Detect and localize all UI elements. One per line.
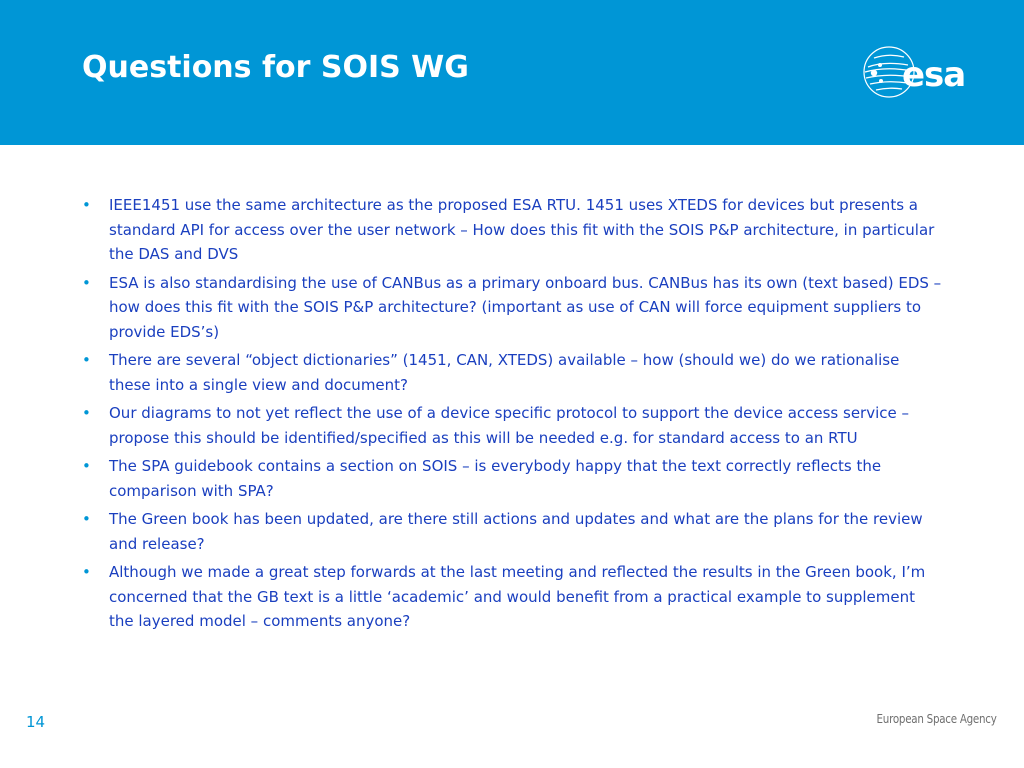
page-number: 14 xyxy=(26,713,46,731)
bullet-text: The Green book has been updated, are there still actions and updates and what are the plans for the review and release? xyxy=(109,510,923,553)
bullet-item xyxy=(82,193,942,267)
bullet-icon: • xyxy=(82,457,91,475)
bullet-item xyxy=(82,454,942,503)
bullet-item xyxy=(82,348,942,397)
header-bar xyxy=(0,0,1024,145)
esa-logo xyxy=(862,44,1002,104)
bullet-icon: • xyxy=(82,196,91,214)
bullet-text: Our diagrams to not yet reflect the use of a device specific protocol to support the device access service – propose this should be identified/specified as this will be needed e.g. for standard access to an RTU xyxy=(109,404,910,447)
bullet-list xyxy=(82,193,942,634)
footer-agency-name: European Space Agency xyxy=(876,712,997,726)
bullet-text: Although we made a great step forwards at the last meeting and reflected the results in the Green book, I’m concerned that the GB text is a little ‘academic’ and would benefit from a practical example to supplement the layered model – comments anyone? xyxy=(109,563,926,630)
bullet-icon: • xyxy=(82,510,91,528)
bullet-icon: • xyxy=(82,273,91,292)
bullet-item xyxy=(82,401,942,450)
slide-title: Questions for SOIS WG xyxy=(82,50,469,85)
bullet-text: IEEE1451 use the same architecture as the proposed ESA RTU. 1451 uses XTEDS for devices but presents a standard API for access over the user network – How does this fit with the SOIS P&P architecture, in particular the DAS and DVS xyxy=(109,196,935,263)
content-area xyxy=(82,193,942,638)
bullet-icon: • xyxy=(82,404,91,422)
bullet-text: ESA is also standardising the use of CANBus as a primary onboard bus. CANBus has its own (text based) EDS – how does this fit with the SOIS P&P architecture? (important as use of CAN will force equipment suppliers to provide EDS’s) xyxy=(109,273,942,341)
bullet-icon: • xyxy=(82,563,91,581)
bullet-item xyxy=(82,560,942,634)
bullet-icon: • xyxy=(82,351,91,369)
esa-logo-text: esa xyxy=(902,55,966,95)
bullet-text: The SPA guidebook contains a section on SOIS – is everybody happy that the text correctly reflects the comparison with SPA? xyxy=(109,457,882,500)
bullet-item xyxy=(82,271,942,345)
bullet-item xyxy=(82,507,942,556)
bullet-text: There are several “object dictionaries” (1451, CAN, XTEDS) available – how (should we) do we rationalise these into a single view and document? xyxy=(109,351,900,394)
